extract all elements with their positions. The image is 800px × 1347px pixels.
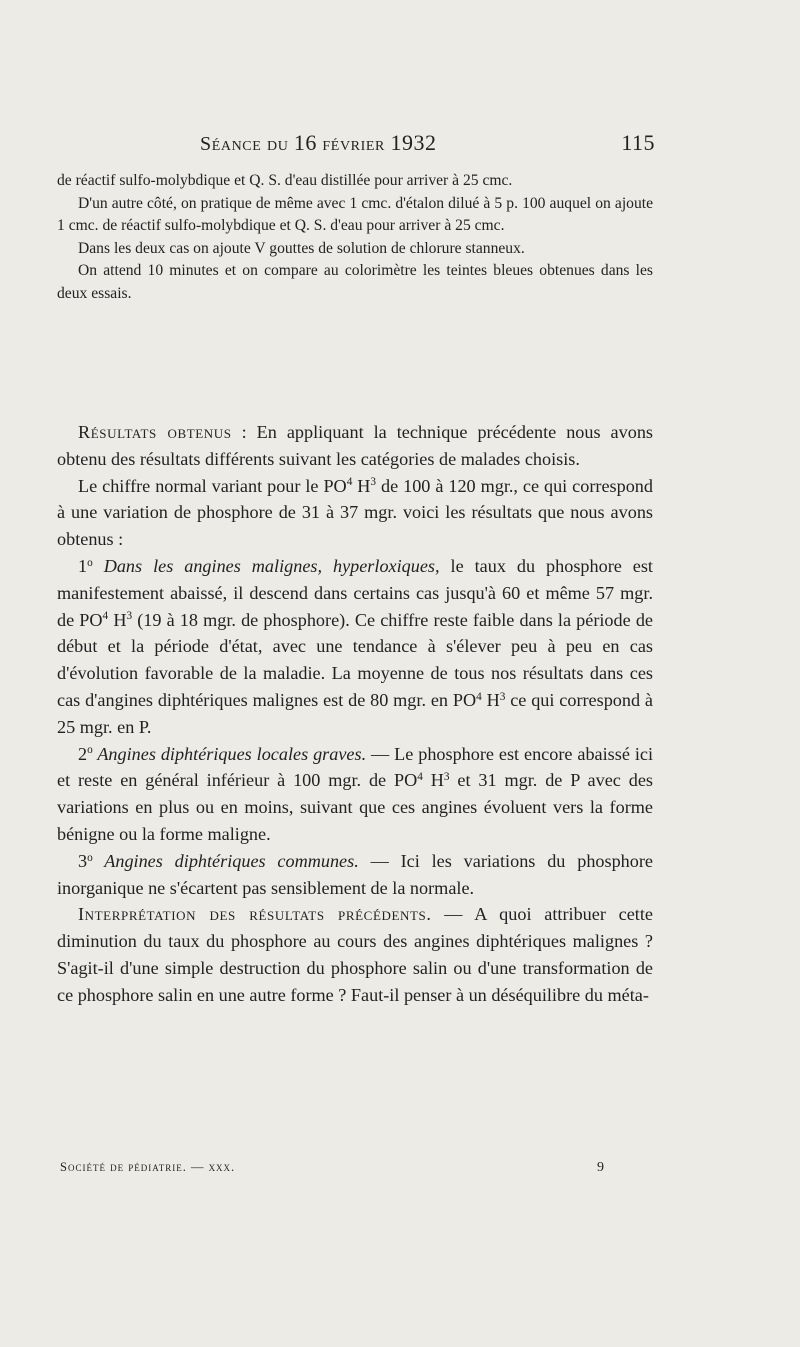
item1-text-b: H xyxy=(108,609,127,630)
footer-society: Société de pédiatrie. — xxx. xyxy=(60,1160,236,1174)
chiffre-text-a: Le chiffre normal variant pour le PO xyxy=(78,475,347,496)
paragraph-interpretation xyxy=(57,901,653,1008)
method-text-block xyxy=(57,170,653,306)
item-angines-communes xyxy=(57,848,653,902)
item3-number: 3 xyxy=(78,850,88,871)
item2-text-c: et 31 mgr. de P avec des variations en plus ou en moins, suivant que ces angines évoluent vers la forme bénigne ou la forme maligne. xyxy=(57,770,653,844)
seance-label: Séance du xyxy=(200,133,289,155)
item1-text-e: ce qui correspond à 25 mgr. en P. xyxy=(57,689,653,737)
item-angines-locales-graves xyxy=(57,741,653,848)
chiffre-text-b: H xyxy=(352,475,371,496)
item1-sup-1: 4 xyxy=(102,610,109,623)
paragraph-continuation: de réactif sulfo-molybdique et Q. S. d'eau distillée pour arriver à 25 cmc. xyxy=(57,172,513,189)
seance-month: février xyxy=(322,133,385,155)
item2-text-b: H xyxy=(422,770,444,791)
chiffre-text-c: de 100 à 120 mgr., ce qui correspond à une variation de phosphore de 31 à 37 mgr. voici les résultats que nous avons obtenus : xyxy=(57,475,653,550)
item2-text-a: — Le phosphore est encore abaissé ici et reste en général inférieur à 100 mgr. de PO xyxy=(57,743,653,791)
item2-number: 2 xyxy=(78,743,88,764)
interpretation-heading: Interprétation des résultats précédents. xyxy=(78,904,432,925)
item1-text-a: le taux du phosphore est manifestement abaissé, il descend dans certains cas jusqu'à 60 et même 57 mgr. de PO xyxy=(57,555,653,630)
paragraph-resultats xyxy=(57,419,653,473)
footer-signature: 9 xyxy=(597,1160,605,1175)
paragraph-colorimetre: On attend 10 minutes et on compare au colorimètre les teintes bleues obtenues dans les deux essais. xyxy=(57,262,653,302)
item1-degree: o xyxy=(87,556,93,569)
running-header xyxy=(60,130,655,160)
item1-sup-3: 4 xyxy=(476,690,482,703)
page-footer xyxy=(60,1160,605,1180)
paragraph-chiffre-normal xyxy=(57,473,653,553)
seance-day: 16 xyxy=(293,130,317,155)
item1-text-c: (19 à 18 mgr. de phosphore). Ce chiffre reste faible dans la période de début et la période d'état, avec une tendance à s'élever peu à peu en cas d'évolution favorable de la maladie. La moyenne de tous nos résultats dans ces cas d'angines diphtériques malignes est de 80 mgr. en PO xyxy=(57,609,653,710)
item1-text-d: H xyxy=(481,689,500,710)
item1-sup-4: 3 xyxy=(499,690,506,703)
item3-degree: o xyxy=(87,851,93,864)
item1-title: Dans les angines malignes, hyperloxiques, xyxy=(92,555,440,576)
item1-sup-2: 3 xyxy=(126,610,133,623)
item3-title: Angines diphtériques communes. xyxy=(92,850,359,871)
page-number: 115 xyxy=(621,130,655,155)
item-angines-malignes xyxy=(57,553,653,741)
item2-degree: o xyxy=(87,744,93,757)
item1-number: 1 xyxy=(78,555,88,576)
chiffre-sup-2: 3 xyxy=(370,476,377,489)
paragraph-chlorure: Dans les deux cas on ajoute V gouttes de solution de chlorure stanneux. xyxy=(78,239,525,257)
paragraph-etalon: D'un autre côté, on pratique de même avec 1 cmc. d'étalon dilué à 5 p. 100 auquel on ajoute 1 cmc. de réactif sulfo-molybdique et Q. S. d'eau pour arriver à 25 cmc. xyxy=(57,194,653,235)
results-text-block xyxy=(57,419,653,1009)
resultats-heading: Résultats obtenus xyxy=(78,422,232,442)
seance-year: 1932 xyxy=(390,130,437,155)
item3-text: — Ici les variations du phosphore inorganique ne s'écartent pas sensiblement de la normale. xyxy=(57,850,653,898)
item2-sup-1: 4 xyxy=(417,771,423,784)
item2-title: Angines diphtériques locales graves. xyxy=(92,743,367,764)
running-title xyxy=(200,130,436,156)
chiffre-sup-1: 4 xyxy=(346,476,353,489)
item2-sup-2: 3 xyxy=(443,771,450,784)
resultats-text: : En appliquant la technique précédente nous avons obtenu des résultats différents suivant les catégories de malades choisis. xyxy=(57,422,653,469)
interpretation-text: — A quoi attribuer cette diminution du taux du phosphore au cours des angines diphtériques malignes ? S'agit-il d'une simple destruction du phosphore salin ou d'une transformation de ce phosphore salin en une autre forme ? Faut-il penser à un déséquilibre du méta- xyxy=(57,904,653,1005)
